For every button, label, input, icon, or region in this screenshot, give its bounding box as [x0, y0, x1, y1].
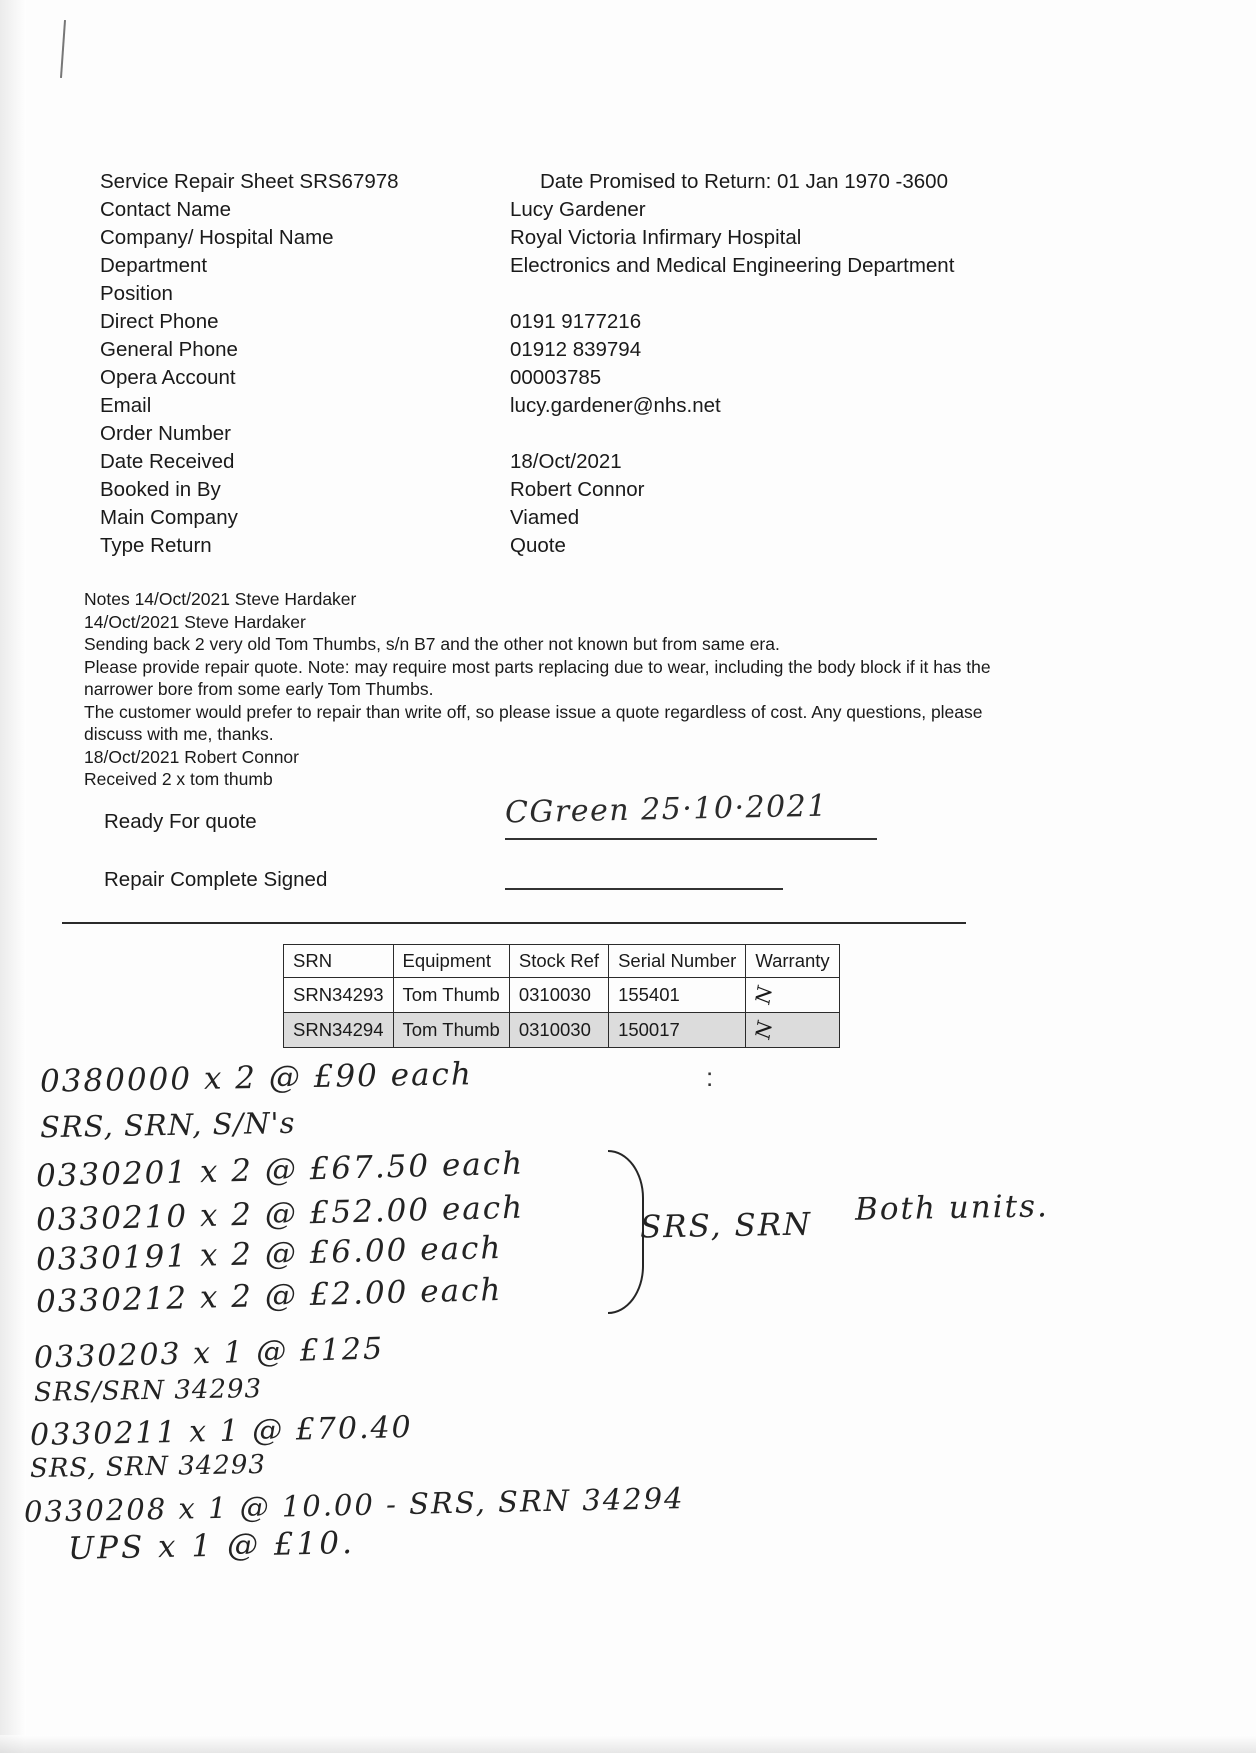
- field-label: Department: [100, 254, 208, 277]
- field-label: Direct Phone: [100, 310, 219, 333]
- field-label: Type Return: [100, 534, 212, 557]
- field-row-general-phone: [100, 336, 1080, 364]
- field-value: lucy.gardener@nhs.net: [510, 394, 721, 417]
- field-row-opera-account: [100, 364, 1080, 392]
- column-header-serial-number: Serial Number: [609, 945, 746, 978]
- note-line: Please provide repair quote. Note: may require most parts replacing due to wear, including the body block if it has the: [84, 656, 991, 677]
- ready-for-quote-signature-line: [505, 838, 877, 840]
- handwritten-quote-line-8: SRS/SRN 34293: [33, 1374, 263, 1408]
- field-row-main-company: [100, 504, 1080, 532]
- field-row-booked-in-by: [100, 476, 1080, 504]
- field-value: 01912 839794: [510, 338, 642, 361]
- repair-complete-signed-label: Repair Complete Signed: [104, 868, 328, 891]
- field-row-company-hospital-name: [100, 224, 1080, 252]
- cell-srn: SRN34293: [284, 978, 394, 1013]
- field-value: 18/Oct/2021: [510, 450, 622, 473]
- header-field-block: [100, 168, 1080, 560]
- repair-complete-signature-line: [505, 888, 783, 890]
- warranty-handwritten-mark: N: [750, 984, 778, 1006]
- note-line: Sending back 2 very old Tom Thumbs, s/n B7 and the other not known but from same era.: [84, 634, 780, 654]
- field-row-direct-phone: [100, 308, 1080, 336]
- equipment-table: [283, 944, 840, 1048]
- notes-block: [84, 588, 1084, 791]
- column-header-equipment: Equipment: [393, 945, 509, 978]
- handwritten-quote-line-2: SRS, SRN, S/N's: [39, 1105, 296, 1145]
- handwritten-brace-mark: [608, 1150, 644, 1314]
- field-label: Opera Account: [100, 366, 236, 389]
- column-header-warranty: Warranty: [746, 945, 839, 978]
- column-header-stock-ref: Stock Ref: [509, 945, 608, 978]
- ready-for-quote-handwritten-signature: CGreen 25·10·2021: [504, 788, 829, 831]
- field-label: Service Repair Sheet SRS67978: [100, 170, 399, 193]
- table-header-row: [284, 945, 840, 978]
- field-row-department: [100, 252, 1080, 280]
- table-row: [284, 1013, 840, 1048]
- field-value: Quote: [510, 534, 566, 557]
- field-row-date-received: [100, 448, 1080, 476]
- field-label: Booked in By: [100, 478, 221, 501]
- scan-edge-shadow-bottom: [0, 1735, 1256, 1753]
- note-line: 14/Oct/2021 Steve Hardaker: [84, 611, 306, 632]
- cell-stock-ref: 0310030: [509, 978, 608, 1013]
- handwritten-both-units-label: Both units.: [854, 1188, 1050, 1228]
- cell-warranty: [746, 1013, 839, 1048]
- field-row-contact-name: [100, 196, 1080, 224]
- field-row-type-return: [100, 532, 1080, 560]
- field-label: Contact Name: [100, 198, 232, 221]
- field-row-email: [100, 392, 1080, 420]
- field-label: Order Number: [100, 422, 232, 445]
- note-line: discuss with me, thanks.: [84, 724, 274, 744]
- handwritten-quote-line-5: 0330191 x 2 @ £6.00 each: [35, 1229, 503, 1279]
- field-label: Main Company: [100, 506, 238, 529]
- table-row: [284, 978, 840, 1013]
- field-value: Electronics and Medical Engineering Department: [510, 254, 955, 277]
- handwritten-bracket-label: SRS, SRN: [639, 1206, 813, 1246]
- column-header-srn: SRN: [284, 945, 394, 978]
- field-row-service-repair-sheet: [100, 168, 1080, 196]
- handwritten-quote-line-1: 0380000 x 2 @ £90 each: [39, 1056, 474, 1100]
- field-row-position: [100, 280, 1080, 308]
- cell-equipment: Tom Thumb: [393, 1013, 509, 1048]
- field-value: Viamed: [510, 506, 580, 529]
- handwritten-quote-line-10: SRS, SRN 34293: [29, 1449, 267, 1485]
- note-line: The customer would prefer to repair than write off, so please issue a quote regardless of cost. Any questions, please: [84, 701, 983, 722]
- section-divider: [62, 922, 966, 924]
- field-label: Position: [100, 282, 173, 305]
- field-label: General Phone: [100, 338, 238, 361]
- field-value: Date Promised to Return: 01 Jan 1970 -3600: [540, 170, 948, 193]
- note-line: Received 2 x tom thumb: [84, 769, 273, 789]
- cell-serial-number: 150017: [609, 1013, 746, 1048]
- handwritten-quote-line-3: 0330201 x 2 @ £67.50 each: [35, 1145, 525, 1195]
- cell-serial-number: 155401: [609, 978, 746, 1013]
- handwritten-quote-line-7: 0330203 x 1 @ £125: [33, 1331, 385, 1376]
- handwritten-quote-line-6: 0330212 x 2 @ £2.00 each: [35, 1271, 503, 1321]
- field-value: Lucy Gardener: [510, 198, 646, 221]
- cell-srn: SRN34294: [284, 1013, 394, 1048]
- stray-pen-mark: [60, 20, 66, 78]
- field-value: Robert Connor: [510, 478, 645, 501]
- cell-equipment: Tom Thumb: [393, 978, 509, 1013]
- ready-for-quote-label: Ready For quote: [104, 810, 257, 833]
- field-value: Royal Victoria Infirmary Hospital: [510, 226, 802, 249]
- cell-warranty: [746, 978, 839, 1013]
- field-row-order-number: [100, 420, 1080, 448]
- scan-edge-shadow-left: [0, 0, 26, 1753]
- handwritten-quote-line-4: 0330210 x 2 @ £52.00 each: [35, 1189, 525, 1239]
- field-label: Email: [100, 394, 152, 417]
- handwritten-quote-line-9: 0330211 x 1 @ £70.40: [29, 1409, 414, 1454]
- note-line: Notes 14/Oct/2021 Steve Hardaker: [84, 589, 357, 609]
- field-value: 0191 9177216: [510, 310, 642, 333]
- stray-ink-dots: :: [706, 1062, 714, 1092]
- field-label: Company/ Hospital Name: [100, 226, 334, 249]
- handwritten-quote-line-12: UPS x 1 @ £10.: [67, 1525, 356, 1567]
- field-value: 00003785: [510, 366, 602, 389]
- cell-stock-ref: 0310030: [509, 1013, 608, 1048]
- note-line: 18/Oct/2021 Robert Connor: [84, 746, 299, 767]
- warranty-handwritten-mark: N: [750, 1019, 778, 1041]
- handwritten-quote-line-11: 0330208 x 1 @ 10.00 - SRS, SRN 34294: [23, 1481, 685, 1529]
- field-label: Date Received: [100, 450, 235, 473]
- note-line: narrower bore from some early Tom Thumbs.: [84, 679, 434, 699]
